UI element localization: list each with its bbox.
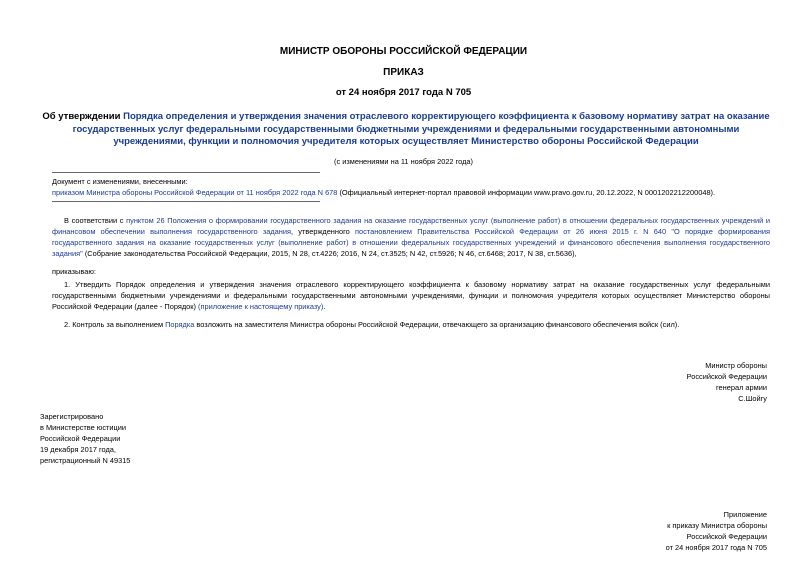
item1-text: 1. Утвердить Порядок определения и утверждения значения отраслевого корректирующего коэффициента к базовому нормативу затрат на оказание государственных услуг федеральными государственными бюджетными учреждениями и федеральными государственными автономными учреждениями, функции и полномочия учредителя которых осуществляет Министерство обороны Российской Федерации (далее - Порядок) [52, 280, 770, 311]
amendments-label: Документ с изменениями, внесенными: [52, 177, 188, 186]
preamble-text-3: (Собрание законодательства Российской Федерации, 2015, N 28, ст.4226; 2016, N 24, ст.3525; N 42, ст.5926; N 46, ст.6468; 2017, N 38, ст.5636), [82, 249, 577, 258]
title-order-link[interactable]: Порядка определения и утверждения значения отраслевого корректирующего коэффициента к базовому нормативу затрат на оказание государственных услуг федеральными государственными бюджетными учреждениями и федеральными государственными автономными учреждениями, функции и полномочия учредителя которых осуществляет Министерство обороны Российской Федерации [72, 111, 770, 148]
amendments-text [52, 187, 715, 198]
preamble-text-2: , утвержденного [290, 227, 355, 236]
registration-line-1: Зарегистрировано [40, 412, 104, 421]
order-word: приказываю: [52, 267, 96, 276]
registration-number: регистрационный N 49315 [40, 456, 131, 465]
signature-name: С.Шойгу [738, 394, 767, 403]
signature-country: Российской Федерации [686, 372, 767, 381]
order-item-2 [52, 319, 770, 330]
document-title [36, 111, 776, 149]
preamble-text-1: В соответствии с [64, 216, 127, 225]
order-item-1 [52, 279, 770, 312]
government-resolution-link[interactable]: постановлением Правительства Российской Федерации от 26 июня 2015 г. N 640 "О порядке формирования государственного задания на оказание государственных услуг (выполнение работ) в отношении федеральных государственных учреждений и финансового обеспечения выполнения государственного задания" [52, 227, 770, 258]
item2-text-1: 2. Контроль за выполнением [64, 320, 166, 329]
procedure-link[interactable]: Порядка [165, 320, 195, 329]
divider-bottom [52, 201, 320, 202]
preamble-paragraph [52, 215, 770, 259]
doc-date-number: от 24 ноября 2017 года N 705 [335, 87, 472, 98]
registration-date: 19 декабря 2017 года, [40, 445, 116, 454]
amendments-suffix: (Официальный интернет-портал правовой информации www.pravo.gov.ru, 20.12.2022, N 0001202212200048). [337, 188, 716, 197]
title-prefix: Об утверждении [42, 111, 124, 122]
appendix-date-number: от 24 ноября 2017 года N 705 [665, 543, 767, 552]
signature-block [687, 360, 767, 404]
ministry-heading: МИНИСТР ОБОРОНЫ РОССИЙСКОЙ ФЕДЕРАЦИИ [279, 46, 528, 57]
item2-text-2: возложить на заместителя Министра обороны Российской Федерации, отвечающего за организацию финансового обеспечения войск (сил). [194, 320, 680, 329]
signature-rank: генерал армии [716, 383, 767, 392]
appendix-block [666, 509, 767, 553]
appendix-line-2: к приказу Министра обороны [667, 521, 767, 530]
divider-top [52, 172, 320, 173]
regulation-point-link[interactable]: пунктом 26 Положения о формировании государственного задания на оказание государственных услуг (выполнение работ) в отношении федеральных государственных учреждений и финансовом обеспечении выполнения государственного задания [52, 216, 770, 236]
item1-end: . [323, 302, 326, 311]
appendix-label: Приложение [723, 510, 767, 519]
registration-line-3: Российской Федерации [40, 434, 121, 443]
signature-title: Министр обороны [705, 361, 767, 370]
amendment-order-link[interactable]: приказом Министра обороны Российской Федерации от 11 ноября 2022 года N 678 [52, 188, 338, 197]
registration-block [40, 411, 130, 466]
appendix-line-3: Российской Федерации [686, 532, 767, 541]
amendments-block [52, 176, 715, 198]
doc-type-heading: ПРИКАЗ [383, 67, 424, 78]
changes-note: (с изменениями на 11 ноября 2022 года) [334, 157, 473, 166]
appendix-link[interactable]: (приложение к настоящему приказу) [198, 302, 324, 311]
registration-line-2: в Министерстве юстиции [40, 423, 127, 432]
